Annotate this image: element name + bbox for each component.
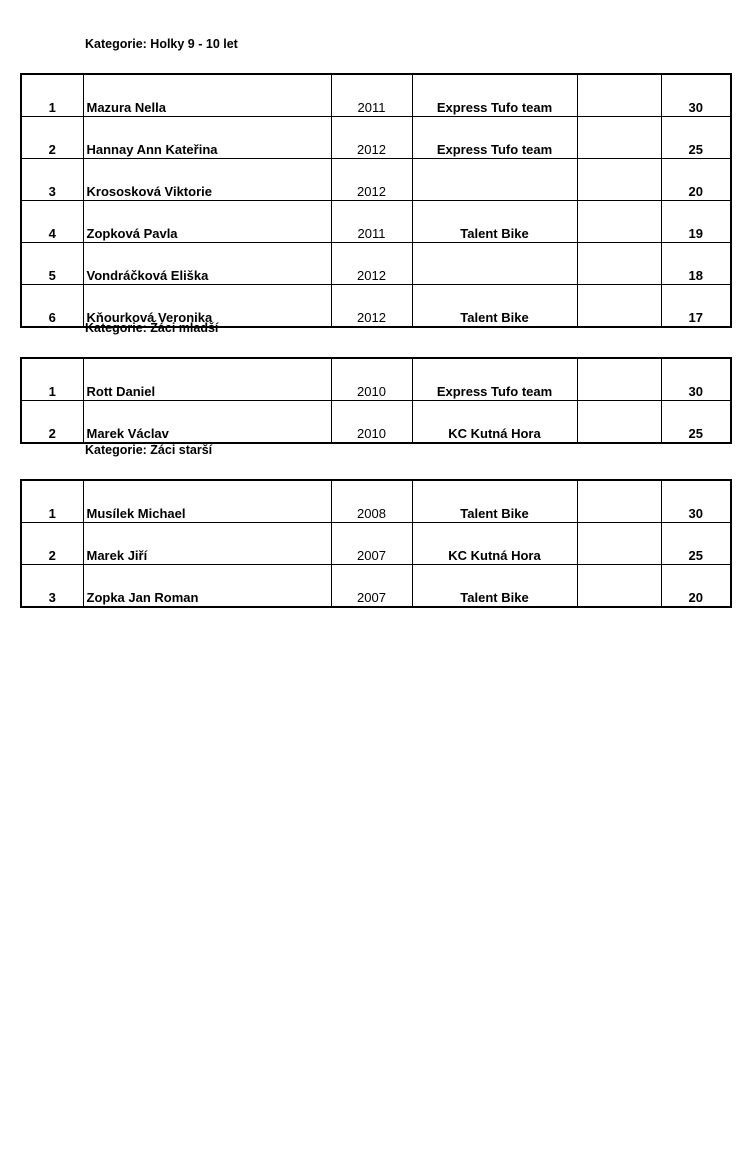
name-cell: Hannay Ann Kateřina: [83, 117, 331, 159]
rank-cell: 1: [21, 480, 83, 523]
extra-cell: [577, 480, 661, 523]
table-row: [21, 480, 731, 523]
points-cell: 25: [661, 117, 731, 159]
team-cell: [412, 159, 577, 201]
team-cell: Express Tufo team: [412, 358, 577, 401]
points-cell: 25: [661, 401, 731, 444]
team-cell: Talent Bike: [412, 285, 577, 328]
rank-cell: 2: [21, 117, 83, 159]
results-table-zaci-mladsi: [20, 357, 732, 444]
rank-cell: 5: [21, 243, 83, 285]
table-row: [21, 565, 731, 608]
extra-cell: [577, 358, 661, 401]
table-row: [21, 117, 731, 159]
rank-cell: 2: [21, 523, 83, 565]
rank-cell: 6: [21, 285, 83, 328]
extra-cell: [577, 159, 661, 201]
rank-cell: 3: [21, 159, 83, 201]
table-row: [21, 358, 731, 401]
year-cell: 2010: [331, 401, 412, 444]
team-cell: Express Tufo team: [412, 117, 577, 159]
name-cell: Marek Jiří: [83, 523, 331, 565]
name-cell: Krososková Viktorie: [83, 159, 331, 201]
year-cell: 2010: [331, 358, 412, 401]
rank-cell: 4: [21, 201, 83, 243]
year-cell: 2012: [331, 243, 412, 285]
table-row: [21, 74, 731, 117]
points-cell: 19: [661, 201, 731, 243]
rank-cell: 3: [21, 565, 83, 608]
extra-cell: [577, 523, 661, 565]
extra-cell: [577, 565, 661, 608]
rank-cell: 1: [21, 358, 83, 401]
year-cell: 2012: [331, 285, 412, 328]
name-cell: Mazura Nella: [83, 74, 331, 117]
year-cell: 2008: [331, 480, 412, 523]
name-cell: Musílek Michael: [83, 480, 331, 523]
extra-cell: [577, 74, 661, 117]
year-cell: 2011: [331, 74, 412, 117]
extra-cell: [577, 285, 661, 328]
name-cell: Zopka Jan Roman: [83, 565, 331, 608]
rank-cell: 1: [21, 74, 83, 117]
team-cell: Express Tufo team: [412, 74, 577, 117]
team-cell: KC Kutná Hora: [412, 523, 577, 565]
year-cell: 2012: [331, 117, 412, 159]
table-row: [21, 401, 731, 444]
table-row: [21, 201, 731, 243]
team-cell: Talent Bike: [412, 565, 577, 608]
category-title-holky: Kategorie: Holky 9 - 10 let: [85, 37, 238, 51]
year-cell: 2011: [331, 201, 412, 243]
year-cell: 2007: [331, 523, 412, 565]
results-table-holky: [20, 73, 732, 328]
points-cell: 18: [661, 243, 731, 285]
points-cell: 30: [661, 480, 731, 523]
points-cell: 20: [661, 565, 731, 608]
points-cell: 30: [661, 74, 731, 117]
category-title-zaci-starsi: Kategorie: Žáci starší: [85, 443, 213, 457]
rank-cell: 2: [21, 401, 83, 444]
extra-cell: [577, 117, 661, 159]
points-cell: 20: [661, 159, 731, 201]
year-cell: 2007: [331, 565, 412, 608]
points-cell: 30: [661, 358, 731, 401]
team-cell: Talent Bike: [412, 201, 577, 243]
extra-cell: [577, 401, 661, 444]
team-cell: [412, 243, 577, 285]
name-cell: Kňourková Veronika: [83, 285, 331, 328]
table-row: [21, 523, 731, 565]
points-cell: 25: [661, 523, 731, 565]
name-cell: Rott Daniel: [83, 358, 331, 401]
extra-cell: [577, 201, 661, 243]
extra-cell: [577, 243, 661, 285]
name-cell: Vondráčková Eliška: [83, 243, 331, 285]
year-cell: 2012: [331, 159, 412, 201]
results-table-zaci-starsi: [20, 479, 732, 608]
points-cell: 17: [661, 285, 731, 328]
team-cell: KC Kutná Hora: [412, 401, 577, 444]
table-row: [21, 159, 731, 201]
category-title-zaci-mladsi: Kategorie: Žáci mladší: [85, 321, 219, 335]
name-cell: Marek Václav: [83, 401, 331, 444]
name-cell: Zopková Pavla: [83, 201, 331, 243]
team-cell: Talent Bike: [412, 480, 577, 523]
table-row: [21, 243, 731, 285]
